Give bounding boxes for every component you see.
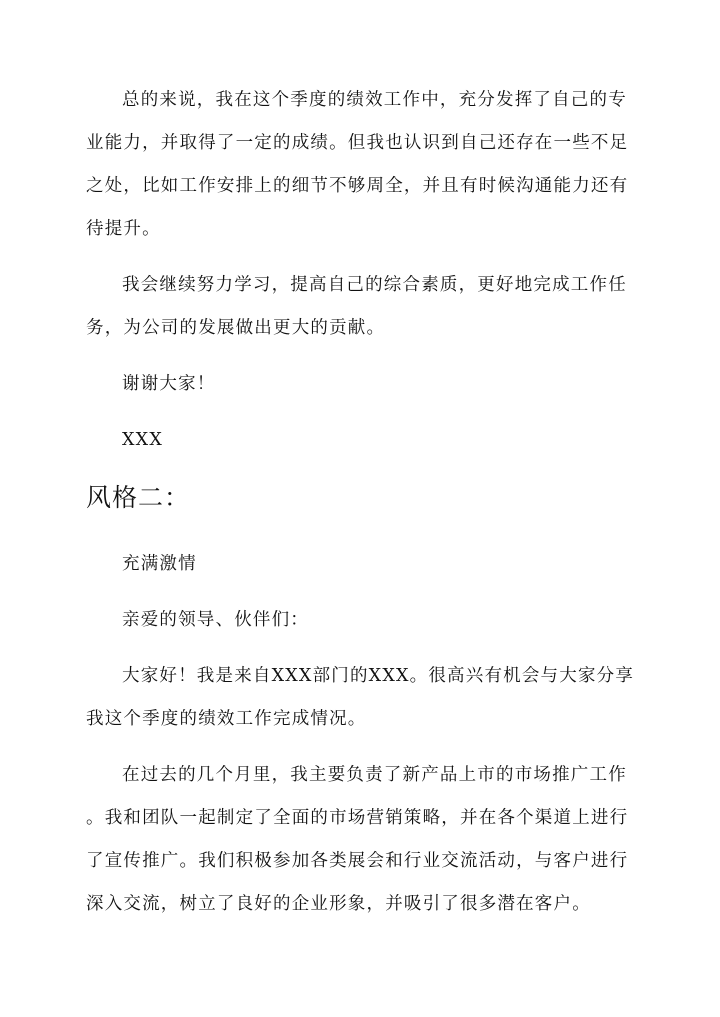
paragraph-line: 之处，比如工作安排上的细节不够周全，并且有时候沟通能力还有 <box>86 176 629 196</box>
greeting: 亲爱的领导、伙伴们： <box>122 610 309 630</box>
paragraph-line: 深入交流，树立了良好的企业形象，并吸引了很多潜在客户。 <box>86 894 591 914</box>
closing-thanks: 谢谢大家！ <box>122 374 216 394</box>
paragraph-line: 务，为公司的发展做出更大的贡献。 <box>86 318 386 338</box>
paragraph-line: 了宣传推广。我们积极参加各类展会和行业交流活动，与客户进行 <box>86 851 629 871</box>
style-label: 充满激情 <box>122 554 197 574</box>
paragraph-line: 。我和团队一起制定了全面的市场营销策略，并在各个渠道上进行 <box>86 808 629 828</box>
paragraph-line: 大家好！我是来自XXX部门的XXX。很高兴有机会与大家分享 <box>122 666 635 686</box>
paragraph-line: 我会继续努力学习，提高自己的综合素质，更好地完成工作任 <box>122 275 627 295</box>
signature: XXX <box>122 430 163 450</box>
paragraph-line: 总的来说，我在这个季度的绩效工作中，充分发挥了自己的专 <box>122 90 627 110</box>
paragraph-line: 业能力，并取得了一定的成绩。但我也认识到自己还存在一些不足 <box>86 133 629 153</box>
paragraph-line: 我这个季度的绩效工作完成情况。 <box>86 709 367 729</box>
paragraph-line: 待提升。 <box>86 219 161 239</box>
paragraph-line: 在过去的几个月里，我主要负责了新产品上市的市场推广工作 <box>122 765 627 785</box>
section-heading: 风格二： <box>86 483 191 512</box>
